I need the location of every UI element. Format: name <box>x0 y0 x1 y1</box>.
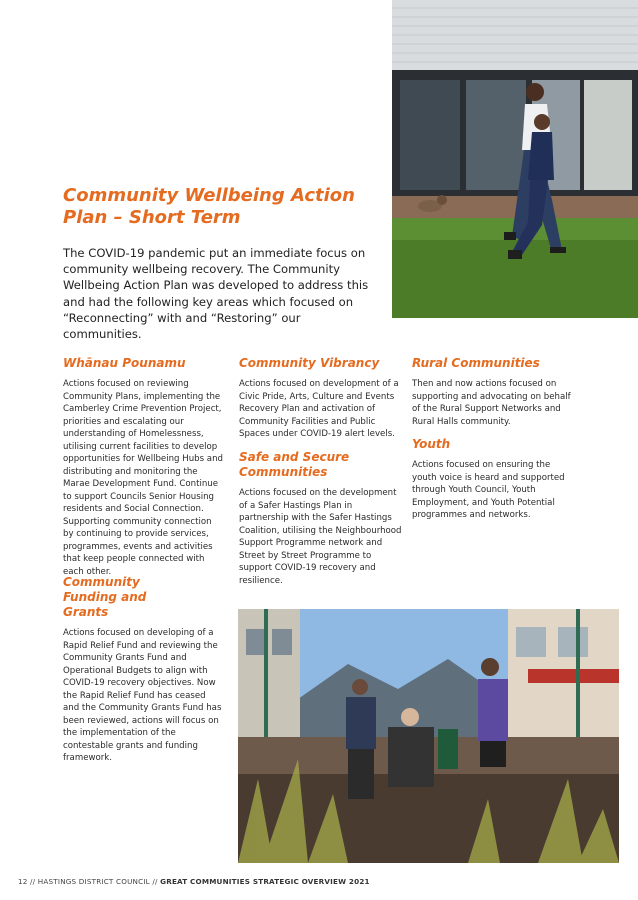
section-whanau-pounamu <box>63 356 223 578</box>
footer-doc-title: GREAT COMMUNITIES STRATEGIC OVERVIEW 2021 <box>160 877 370 886</box>
section-heading: Community Vibrancy <box>239 356 380 370</box>
footer-separator: // <box>152 877 158 886</box>
section-body: Actions focused on ensuring the youth voice is heard and supported through Youth Council, Youth Employment, and Youth Potential programmes and networks. <box>412 460 565 520</box>
intro-paragraph: The COVID-19 pandemic put an immediate focus on community wellbeing recovery. The Community Wellbeing Action Plan was developed to address this and had the following key areas which focused on “Reconnecting” with and “Restoring” our communities. <box>63 246 369 342</box>
section-heading: Community Funding and Grants <box>63 575 147 619</box>
section-youth <box>412 437 572 522</box>
photo-street-conversation <box>238 609 619 863</box>
page-title: Community Wellbeing Action Plan – Short Term <box>63 185 355 228</box>
section-community-funding <box>63 575 223 765</box>
section-rural-communities <box>412 356 572 428</box>
section-heading: Safe and Secure Communities <box>239 450 350 479</box>
page-footer <box>18 877 370 886</box>
photo-family-running <box>392 0 638 318</box>
section-heading: Whānau Pounamu <box>63 356 186 370</box>
section-heading: Youth <box>412 437 451 451</box>
section-community-vibrancy <box>239 356 399 441</box>
footer-council: HASTINGS DISTRICT COUNCIL <box>37 877 150 886</box>
section-body: Actions focused on reviewing Community Plans, implementing the Camberley Crime Prevention Project, priorities and escalating our understanding of Homelessness, utilising current facilities to develop opportunities for Wellbeing Hubs and distributing and monitoring the Marae Development Fund. Continue to support Councils Senior Housing residents and Social Connection. Supporting community connection by continuing to provide services, programmes, events and activities that keep people connected with each other. <box>63 379 223 577</box>
section-heading: Rural Communities <box>412 356 540 370</box>
page-number: 12 <box>18 877 28 886</box>
section-body: Then and now actions focused on supporting and advocating on behalf of the Rural Support Networks and Rural Halls community. <box>412 379 571 427</box>
footer-separator: // <box>30 877 36 886</box>
section-body: Actions focused on development of a Civic Pride, Arts, Culture and Events Recovery Plan and activation of Community Facilities and Public Spaces under COVID-19 alert levels. <box>239 379 399 439</box>
section-body: Actions focused on the development of a Safer Hastings Plan in partnership with the Safer Hastings Coalition, utilising the Neighbourhood Support Programme network and Street by Street Programme to support COVID-19 recovery and resilience. <box>239 488 402 586</box>
section-body: Actions focused on developing of a Rapid Relief Fund and reviewing the Community Grants Fund and Operational Budgets to align with COVID-19 recovery objectives. Now the Rapid Relief Fund has ceased and the Community Grants Fund has been reviewed, actions will focus on the implementation of the contestable grants and funding framework. <box>63 628 222 763</box>
section-safe-secure <box>239 450 404 587</box>
